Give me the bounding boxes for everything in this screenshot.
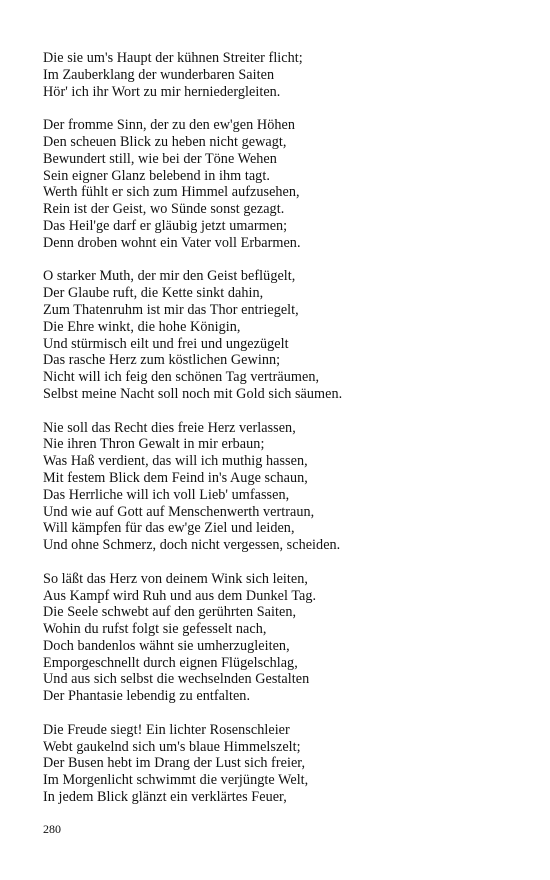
- verse-line: Bewundert still, wie bei der Töne Wehen: [43, 150, 277, 167]
- verse-line: Nicht will ich feig den schönen Tag verträumen,: [43, 369, 320, 386]
- verse-line: Und wie auf Gott auf Menschenwerth vertraun,: [43, 503, 315, 520]
- verse-line: Die sie um's Haupt der kühnen Streiter flicht;: [43, 50, 303, 66]
- verse-line: Nie ihren Thron Gewalt in mir erbaun;: [43, 436, 265, 453]
- verse-line: Sein eigner Glanz belebend in ihm tagt.: [43, 167, 270, 184]
- verse-line: Der Phantasie lebendig zu entfalten.: [43, 688, 251, 705]
- verse-line: Die Seele schwebt auf den gerührten Saiten,: [43, 604, 297, 621]
- verse-line: Die Ehre winkt, die hohe Königin,: [43, 318, 241, 335]
- verse-line: Hör' ich ihr Wort zu mir herniedergleiten.: [43, 83, 281, 100]
- verse-line: Und aus sich selbst die wechselnden Gestalten: [43, 671, 310, 688]
- verse-line: So läßt das Herz von deinem Wink sich leiten,: [43, 570, 309, 587]
- verse-line: Das Heil'ge darf er gläubig jetzt umarmen;: [43, 217, 288, 234]
- stanza: [43, 50, 523, 100]
- verse-line: In jedem Blick glänzt ein verklärtes Feuer,: [43, 789, 287, 806]
- verse-line: Emporgeschnellt durch eignen Flügelschlag,: [43, 654, 298, 671]
- verse-line: Webt gaukelnd sich um's blaue Himmelszelt;: [43, 738, 301, 755]
- verse-line: Der Glaube ruft, die Kette sinkt dahin,: [43, 285, 264, 302]
- verse-line: Nie soll das Recht dies freie Herz verlassen,: [43, 419, 296, 436]
- poem-text: [43, 50, 523, 823]
- stanza: [43, 420, 523, 554]
- verse-line: O starker Muth, der mir den Geist beflügelt,: [43, 268, 296, 285]
- verse-line: Das rasche Herz zum köstlichen Gewinn;: [43, 352, 281, 369]
- verse-line: Die Freude siegt! Ein lichter Rosenschleier: [43, 721, 290, 738]
- verse-line: Denn droben wohnt ein Vater voll Erbarmen.: [43, 234, 301, 251]
- verse-line: Zum Thatenruhm ist mir das Thor entriegelt,: [43, 301, 299, 318]
- verse-line: Werth fühlt er sich zum Himmel aufzusehen,: [43, 184, 300, 201]
- stanza: [43, 722, 523, 806]
- verse-line: Selbst meine Nacht soll noch mit Gold sich säumen.: [43, 385, 343, 402]
- verse-line: Den scheuen Blick zu heben nicht gewagt,: [43, 133, 287, 150]
- verse-line: Und ohne Schmerz, doch nicht vergessen, scheiden.: [43, 537, 341, 554]
- verse-line: Will kämpfen für das ew'ge Ziel und leiden,: [43, 520, 295, 537]
- verse-line: Was Haß verdient, das will ich muthig hassen,: [43, 453, 308, 470]
- verse-line: Wohin du rufst folgt sie gefesselt nach,: [43, 621, 267, 638]
- stanza: [43, 571, 523, 705]
- verse-line: Das Herrliche will ich voll Lieb' umfassen,: [43, 486, 290, 503]
- stanza: [43, 117, 523, 251]
- stanza: [43, 268, 523, 402]
- verse-line: Doch bandenlos wähnt sie umherzugleiten,: [43, 637, 290, 654]
- verse-line: Im Zauberklang der wunderbaren Saiten: [43, 66, 275, 83]
- verse-line: Im Morgenlicht schwimmt die verjüngte Welt,: [43, 772, 309, 789]
- verse-line: Aus Kampf wird Ruh und aus dem Dunkel Tag.: [43, 587, 317, 604]
- page-number: 280: [43, 822, 61, 836]
- verse-line: Rein ist der Geist, wo Sünde sonst gezagt.: [43, 201, 285, 218]
- verse-line: Und stürmisch eilt und frei und ungezügelt: [43, 335, 289, 352]
- verse-line: Der Busen hebt im Drang der Lust sich freier,: [43, 755, 306, 772]
- verse-line: Mit festem Blick dem Feind in's Auge schaun,: [43, 469, 308, 486]
- verse-line: Der fromme Sinn, der zu den ew'gen Höhen: [43, 117, 295, 134]
